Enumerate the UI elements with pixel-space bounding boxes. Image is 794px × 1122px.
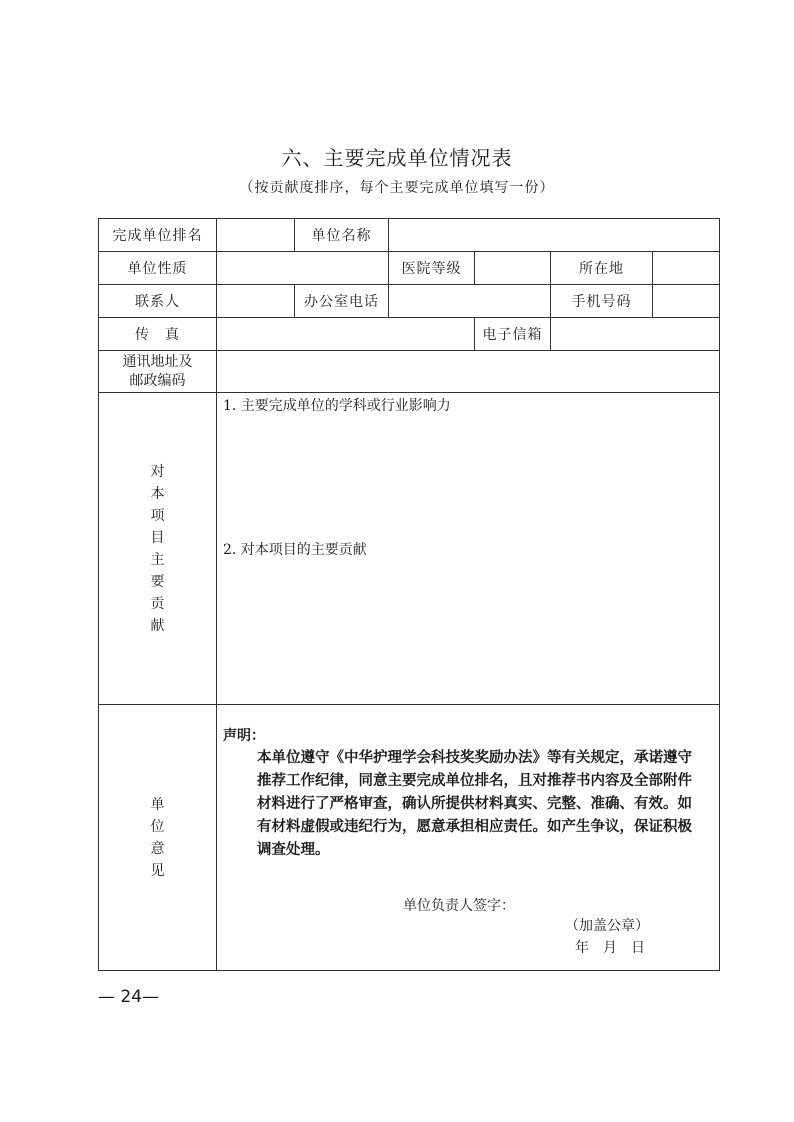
email-field[interactable] [551,318,720,351]
declaration-heading: 声明： [223,728,265,744]
opinion-label [99,705,217,971]
unit-nature-field[interactable] [217,252,389,285]
rank-field[interactable] [217,219,295,252]
contribution-char: 目 [150,529,165,546]
opinion-char: 位 [150,818,165,835]
contribution-field[interactable] [217,393,720,705]
location-field[interactable] [653,252,720,285]
fax-field[interactable] [217,318,475,351]
contribution-item-main: 2. 对本项目的主要贡献 [223,542,367,558]
fax-label: 传 真 [99,318,217,351]
contribution-char: 献 [150,617,165,634]
contribution-char: 要 [150,573,165,590]
contribution-char: 项 [150,507,165,524]
contact-label: 联系人 [99,285,217,318]
unit-name-field[interactable] [389,219,720,252]
contribution-char: 本 [150,485,165,502]
address-label [99,351,217,393]
page-number: — 24— [98,987,160,1007]
contribution-char: 主 [150,551,165,568]
contribution-char: 对 [150,463,165,480]
declaration-body: 本单位遵守《中华护理学会科技奖奖励办法》等有关规定，承诺遵守推荐工作纪律，同意主要完成单位排名，且对推荐书内容及全部附件材料进行了严格审查，确认所提供材料真实、完整、准确、有效。如有材料虚假或违纪行为，愿意承担相应责任。如产生争议，保证积极调查处理。 [257,750,692,858]
mobile-field[interactable] [653,285,720,318]
unit-info-table [98,218,720,971]
contribution-label [99,393,217,705]
rank-label: 完成单位排名 [99,219,217,252]
contribution-item-influence: 1. 主要完成单位的学科或行业影响力 [223,398,451,414]
unit-name-label: 单位名称 [295,219,389,252]
opinion-char: 见 [150,862,165,879]
mobile-label: 手机号码 [551,285,653,318]
page-subtitle: （按贡献度排序，每个主要完成单位填写一份） [239,180,555,196]
page-title: 六、主要完成单位情况表 [281,146,513,170]
location-label: 所在地 [551,252,653,285]
hospital-level-label: 医院等级 [389,252,475,285]
office-phone-field[interactable] [389,285,551,318]
contact-field[interactable] [217,285,295,318]
seal-note: （加盖公章） [565,918,649,934]
address-label-line2: 邮政编码 [129,372,186,389]
unit-nature-label: 单位性质 [99,252,217,285]
address-label-line1: 通讯地址及 [122,353,193,370]
opinion-field[interactable] [217,705,720,971]
date-label: 年 月 日 [575,940,645,956]
opinion-char: 单 [150,796,165,813]
contribution-char: 贡 [150,595,165,612]
address-field[interactable] [217,351,720,393]
office-phone-label: 办公室电话 [295,285,389,318]
hospital-level-field[interactable] [475,252,551,285]
opinion-char: 意 [150,840,165,857]
signature-label: 单位负责人签字： [403,898,515,914]
email-label: 电子信箱 [475,318,551,351]
